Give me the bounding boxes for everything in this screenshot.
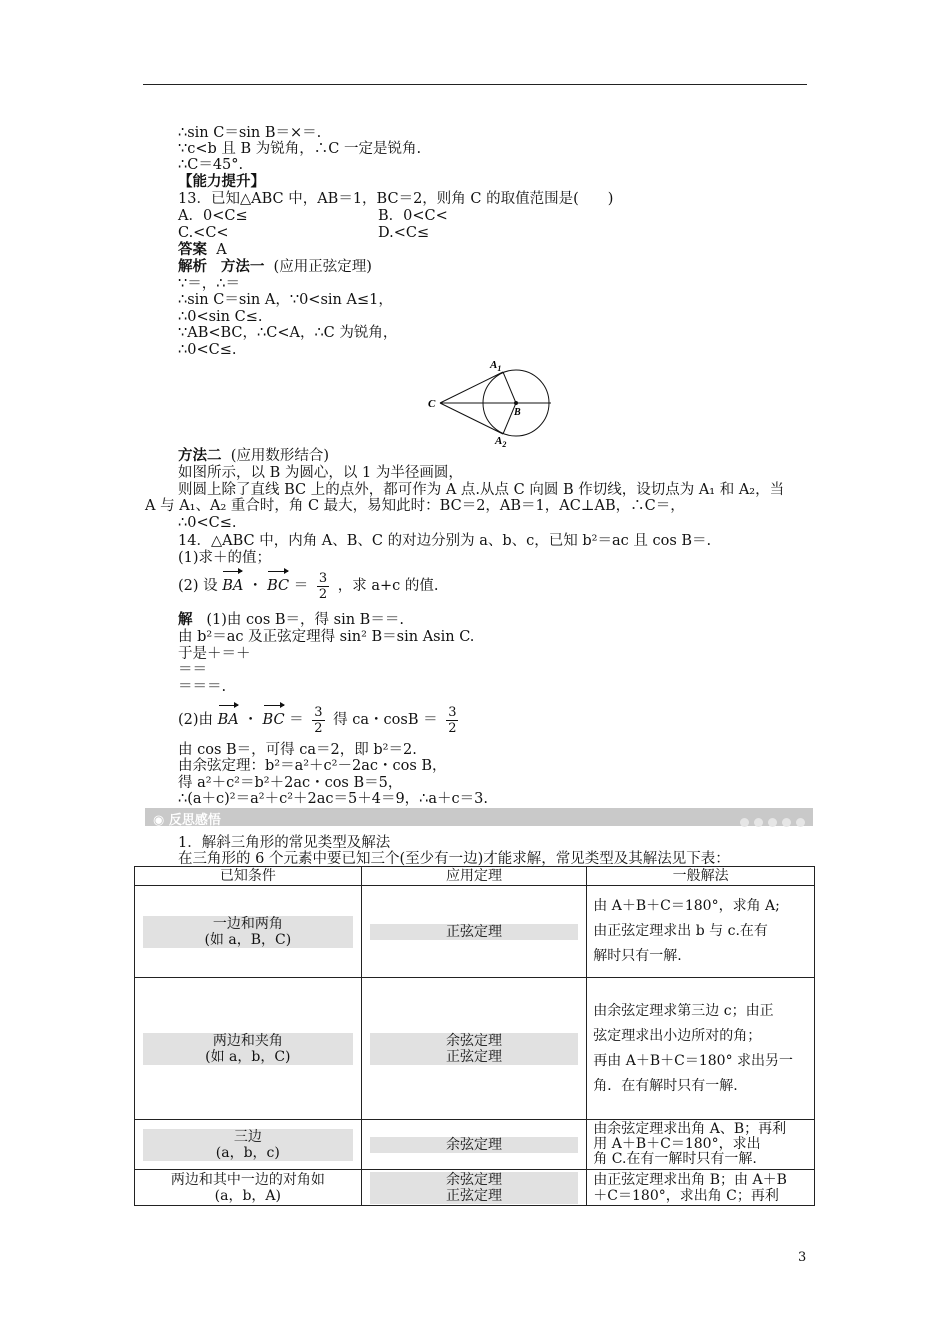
banner-dots bbox=[735, 812, 805, 831]
text-line: ∵AB<BC，∴C<A，∴C 为锐角， bbox=[178, 325, 398, 341]
fraction: $\frac{3}{2}$ bbox=[314, 704, 323, 736]
question-13: 13．已知△ABC 中，AB＝1，BC＝2，则角 C 的取值范围是( ) bbox=[178, 191, 614, 207]
summary-intro: 在三角形的 6 个元素中要已知三个(至少有一边)才能求解，常见类型及其解法见下表： bbox=[178, 851, 730, 867]
label-a2: $A_2$ bbox=[495, 435, 507, 449]
table-row: 两边和夹角 (如 a，b，C) 余弦定理 正弦定理 由余弦定理求第三边 c；由正 弦定理求出小边所对的角； 再由 A＋B＋C＝180° 求出另一 角．在有解时只有一解. bbox=[135, 978, 815, 1120]
text-line: ∴sin C＝sin A，∵0<sin A≤1， bbox=[178, 292, 393, 308]
text-line: 得 a²＋c²＝b²＋2ac・cos B＝5， bbox=[178, 775, 403, 791]
option-a: A．0<C≤ bbox=[178, 208, 248, 224]
banner-title: ◉ 反思感悟 bbox=[153, 813, 221, 828]
text-line: ∵c<b 且 B 为锐角，∴C 一定是锐角. bbox=[178, 141, 422, 157]
answer-value: A bbox=[216, 242, 227, 258]
text-line: 如图所示，以 B 为圆心，以 1 为半径画圆， bbox=[178, 465, 463, 481]
question-14-part-1: (1)求＋的值； bbox=[178, 550, 272, 566]
table-header: 应用定理 bbox=[361, 867, 587, 886]
vector-ba: BA bbox=[218, 702, 239, 735]
question-14-part-2: (2) 设 BA ・ BC ＝ $\frac{3}{2}$ ，求 a+c 的值. bbox=[178, 568, 439, 602]
text-line: ＝＝ bbox=[178, 662, 207, 678]
table-row: 一边和两角 (如 a，B，C) 正弦定理 由 A＋B＋C＝180°，求角 A; 由正弦定理求出 b 与 c.在有 解时只有一解. bbox=[135, 886, 815, 978]
solution-part-2: (2)由 BA ・ BC ＝ $\frac{3}{2}$ 得 ca・cosB ＝ $\frac{3}{2}$ bbox=[178, 702, 462, 736]
text-line: 由余弦定理：b²＝a²＋c²－2ac・cos B， bbox=[178, 758, 447, 774]
option-b: B．0<C< bbox=[378, 208, 448, 224]
analysis-label: 解析 bbox=[178, 258, 207, 275]
radius-upper bbox=[503, 372, 516, 403]
method-two-desc: (应用数形结合) bbox=[230, 448, 330, 464]
solution-line: 解 (1)由 cos B＝，得 sin B＝＝. bbox=[178, 611, 404, 628]
page-number: 3 bbox=[798, 1250, 807, 1265]
text-line: ∴0<sin C≤. bbox=[178, 309, 263, 325]
header-rule bbox=[143, 84, 807, 85]
method-one-label: 方法一 bbox=[220, 258, 265, 275]
text-line: ∵＝，∴＝ bbox=[178, 276, 240, 292]
tangent-lower bbox=[440, 403, 503, 434]
methods-table bbox=[134, 866, 815, 1206]
text-line: 于是＋＝＋ bbox=[178, 646, 251, 662]
label-a1: $A_1$ bbox=[490, 359, 502, 373]
option-d: D.<C≤ bbox=[378, 225, 430, 241]
method-two-line bbox=[178, 448, 329, 464]
answer-line bbox=[178, 242, 227, 258]
text-line: ∴0<C≤. bbox=[178, 342, 237, 358]
table-header-row bbox=[135, 867, 815, 886]
method-one-desc: (应用正弦定理) bbox=[273, 259, 372, 275]
summary-title: 1．解斜三角形的常见类型及解法 bbox=[178, 835, 391, 851]
fraction: $\frac{3}{2}$ bbox=[318, 570, 328, 602]
text-line: ∴sin C＝sin B＝×＝. bbox=[178, 125, 322, 141]
vector-bc: BC bbox=[267, 568, 289, 601]
vector-ba: BA bbox=[222, 568, 243, 601]
table-header: 一般解法 bbox=[587, 867, 815, 886]
solution-label: 解 bbox=[178, 611, 193, 628]
table-header: 已知条件 bbox=[135, 867, 362, 886]
label-c: C bbox=[428, 398, 436, 410]
table-row: 三边 (a，b，c) 余弦定理 由余弦定理求出角 A、B；再利 用 A＋B＋C＝180°，求出 角 C.在有一解时只有一解. bbox=[135, 1120, 815, 1170]
answer-label: 答案 bbox=[178, 241, 207, 258]
tangent-upper bbox=[440, 372, 503, 403]
text-line: ∴0<C≤. bbox=[178, 515, 237, 531]
text-line: ＝＝＝. bbox=[178, 679, 227, 695]
table-row: 两边和其中一边的对角如 (a，b，A) 余弦定理 正弦定理 由正弦定理求出角 B；由 A＋B ＋C＝180°，求出角 C；再利 bbox=[135, 1170, 815, 1206]
label-b: B bbox=[514, 407, 521, 418]
option-c: C.<C< bbox=[178, 225, 229, 241]
point-b bbox=[514, 401, 518, 405]
question-14: 14．△ABC 中，内角 A、B、C 的对边分别为 a、b、c，已知 b²＝ac 且 cos B＝. bbox=[178, 533, 712, 549]
text-line: ∴(a＋c)²＝a²＋c²＋2ac＝5＋4＝9，∴a＋c＝3. bbox=[178, 791, 489, 807]
method-two-label: 方法二 bbox=[178, 447, 222, 464]
fraction: $\frac{3}{2}$ bbox=[448, 704, 457, 736]
reflection-banner bbox=[145, 808, 813, 826]
section-heading: 【能力提升】 bbox=[178, 173, 265, 190]
text-line: 由 b²＝ac 及正弦定理得 sin² B＝sin Asin C. bbox=[178, 629, 475, 645]
analysis-line bbox=[178, 259, 372, 275]
vector-bc: BC bbox=[263, 702, 285, 735]
text-line: 由 cos B＝，可得 ca＝2，即 b²＝2. bbox=[178, 742, 417, 758]
text-line: ∴C＝45°. bbox=[178, 157, 244, 173]
text-line: A 与 A₁、A₂ 重合时，角 C 最大，易知此时：BC＝2，AB＝1，AC⊥AB，∴C＝， bbox=[145, 498, 685, 514]
text-line: 则圆上除了直线 BC 上的点外，都可作为 A 点.从点 C 向圆 B 作切线，设切点为 A₁ 和 A₂，当 bbox=[178, 482, 785, 498]
circle-tangent-figure bbox=[420, 355, 560, 450]
